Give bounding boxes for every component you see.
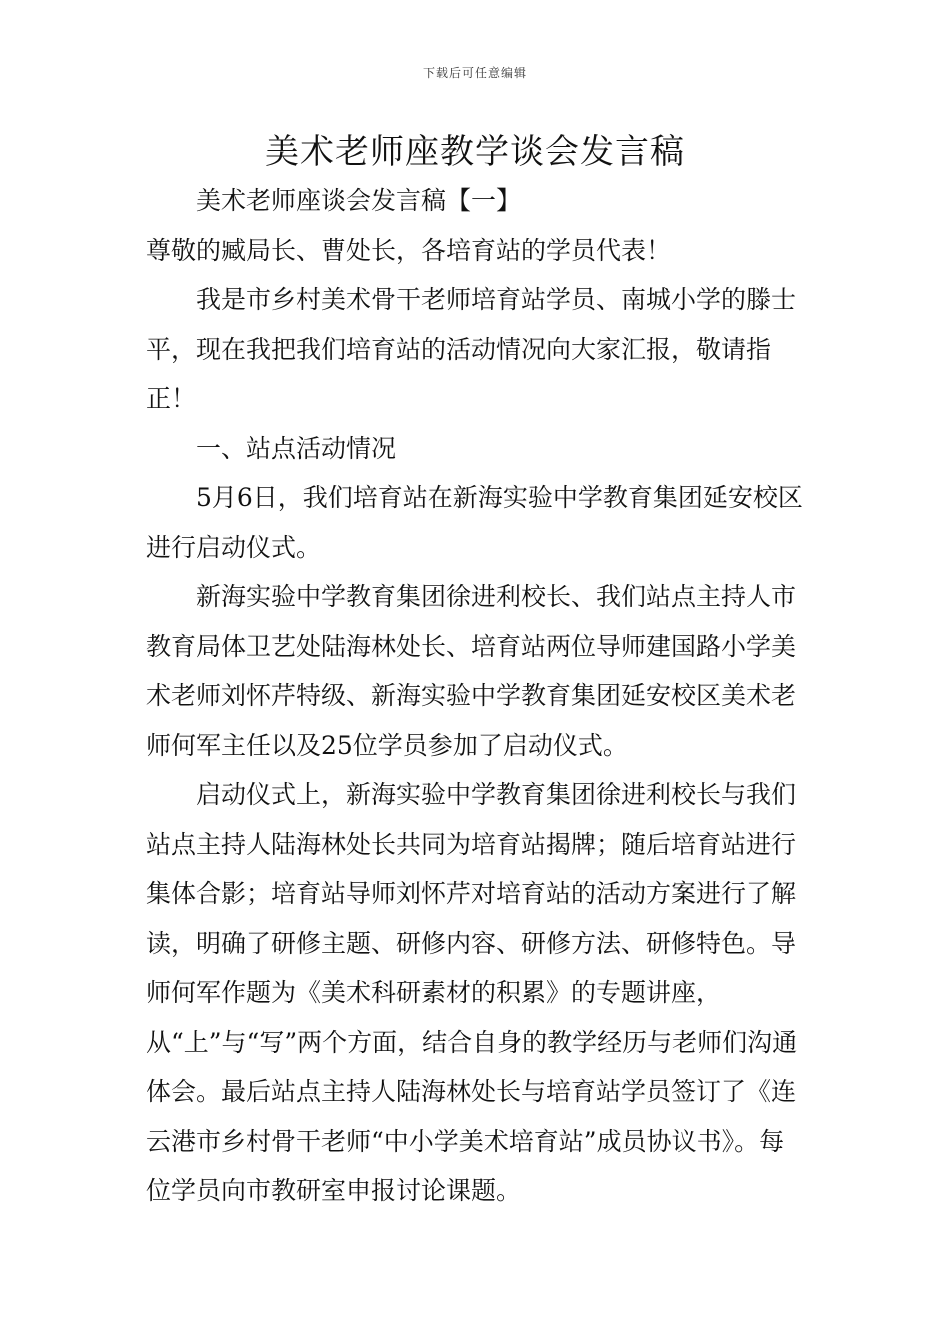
header-note: 下载后可任意编辑: [422, 66, 527, 80]
document-body: [146, 176, 806, 1216]
paragraph-ceremony: 启动仪式上，新海实验中学教育集团徐进利校长与我们站点主持人陆海林处长共同为培育站揭牌；随后培育站进行集体合影；培育站导师刘怀芹对培育站的活动方案进行了解读，明确了研修主题、研修内容、研修方法、研修特色。导师何军作题为《美术科研素材的积累》的专题讲座，从“上”与“写”两个方面，结合自身的教学经历与老师们沟通体会。最后站点主持人陆海林处长与培育站学员签订了《连云港市乡村骨干老师“中小学美术培育站”成员协议书》。每位学员向市教研室申报讨论课题。: [146, 780, 798, 1205]
paragraph-attendees: 新海实验中学教育集团徐进利校长、我们站点主持人市教育局体卫艺处陆海林处长、培育站两位导师建国路小学美术老师刘怀芹特级、新海实验中学教育集团延安校区美术老师何军主任以及25位学员参加了启动仪式。: [146, 582, 797, 760]
paragraph-date: 5月6日，我们培育站在新海实验中学教育集团延安校区进行启动仪式。: [146, 483, 803, 562]
subtitle: 美术老师座谈会发言稿【一】: [196, 186, 522, 215]
section-heading: 一、站点活动情况: [196, 433, 397, 463]
document-title: 美术老师座教学谈会发言稿: [265, 132, 685, 172]
greeting: 尊敬的臧局长、曹处长，各培育站的学员代表！: [146, 235, 672, 265]
paragraph-intro: 我是市乡村美术骨干老师培育站学员、南城小学的滕士平，现在我把我们培育站的活动情况向大家汇报，敬请指正！: [146, 285, 797, 413]
